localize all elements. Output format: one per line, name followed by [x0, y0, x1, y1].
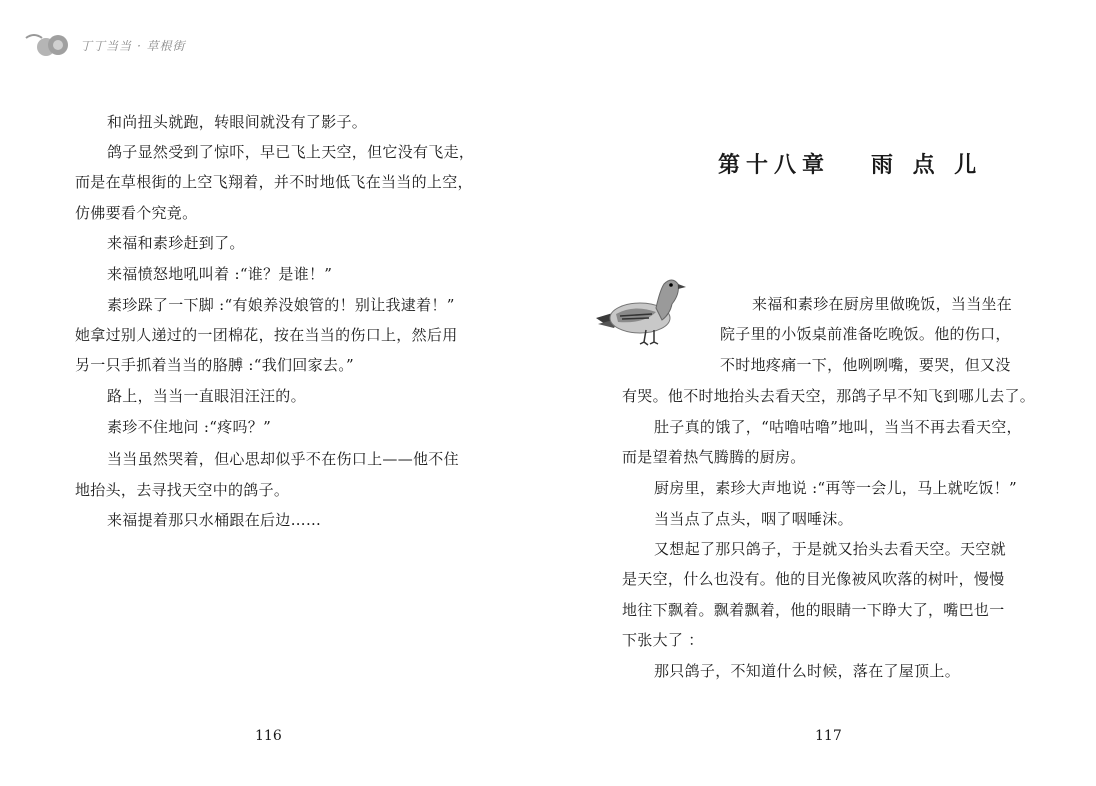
text-line: 来福愤怒地吼叫着 :“谁？是谁！”	[107, 265, 333, 283]
page-number: 116	[255, 728, 282, 744]
page-number: 117	[815, 728, 842, 744]
text-line: 又想起了那只鸽子，于是就又抬头去看天空。天空就	[654, 540, 1006, 558]
text-line: 有哭。他不时地抬头去看天空，那鸽子早不知飞到哪儿去了。	[622, 387, 1036, 405]
text-line: 和尚扭头就跑，转眼间就没有了影子。	[107, 113, 368, 131]
text-line: 不时地疼痛一下，他咧咧嘴，要哭，但又没	[720, 356, 1011, 374]
text-line: 素珍跺了一下脚 :“有娘养没娘管的！别让我逮着！”	[107, 296, 455, 314]
chapter-title: 第十八章 雨 点 儿	[718, 152, 983, 178]
right-page	[622, 0, 1036, 786]
text-line: 当当虽然哭着，但心思却似乎不在伤口上——他不住	[107, 450, 459, 468]
text-line: 是天空，什么也没有。他的目光像被风吹落的树叶，慢慢	[622, 570, 1005, 588]
text-line: 那只鸽子，不知道什么时候，落在了屋顶上。	[654, 662, 961, 680]
text-line: 来福和素珍在厨房里做晚饭，当当坐在	[752, 295, 1013, 313]
text-line: 地往下飘着。飘着飘着，他的眼睛一下睁大了，嘴巴也一	[622, 601, 1005, 619]
text-line: 院子里的小饭桌前准备吃晚饭。他的伤口，	[720, 325, 1011, 343]
text-line: 路上，当当一直眼泪汪汪的。	[107, 387, 306, 405]
pigeon-illustration	[594, 268, 689, 353]
text-line: 厨房里，素珍大声地说 :“再等一会儿，马上就吃饭！”	[654, 479, 1017, 497]
text-line: 另一只手抓着当当的胳膊 :“我们回家去。”	[75, 356, 354, 374]
text-line: 肚子真的饿了，“咕噜咕噜”地叫，当当不再去看天空，	[654, 418, 1022, 436]
text-line: 素珍不住地问 :“疼吗？”	[107, 418, 272, 436]
text-line: 而是望着热气腾腾的厨房。	[622, 448, 806, 466]
text-line: 她拿过别人递过的一团棉花，按在当当的伤口上，然后用	[75, 326, 458, 344]
left-page	[75, 0, 475, 786]
text-line: 鸽子显然受到了惊吓，早已飞上天空，但它没有飞走，	[107, 143, 475, 161]
series-title: 丁丁当当 · 草根街	[80, 38, 186, 53]
text-line: 地抬头，去寻找天空中的鸽子。	[75, 481, 290, 499]
text-line: 来福提着那只水桶跟在后边……	[107, 511, 322, 529]
text-line: 仿佛要看个究竟。	[75, 204, 198, 222]
text-line: 当当点了点头，咽了咽唾沫。	[654, 510, 853, 528]
text-line: 下张大了 ：	[622, 631, 704, 649]
text-line: 而是在草根街的上空飞翔着，并不时地低飞在当当的上空，	[75, 173, 473, 191]
text-line: 来福和素珍赶到了。	[107, 234, 245, 252]
gourd-icon	[24, 30, 74, 60]
